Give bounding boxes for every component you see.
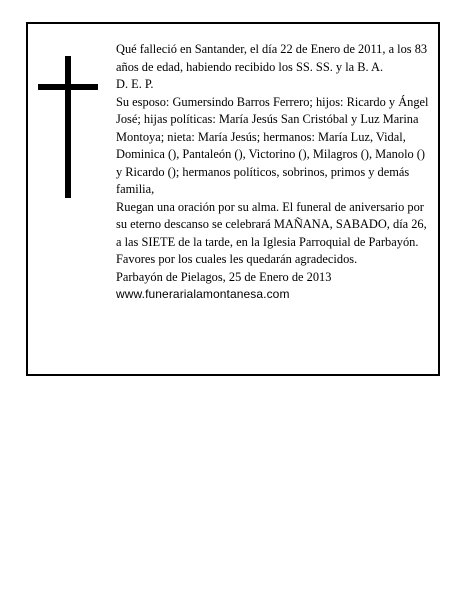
obituary-request: Ruegan una oración por su alma. El funeral de aniversario por su eterno descanso se celebrará MAÑANA, SABADO, día 26, a las SIETE de la tarde, en la Iglesia Parroquial de Parbayón. Favores por los cuales les quedarán agradecidos. xyxy=(116,199,427,266)
obituary-intro: Qué falleció en Santander, el día 22 de Enero de 2011, a los 83 años de edad, habiendo recibido los SS. SS. y la B. A. xyxy=(116,42,428,74)
obituary-family: Su esposo: Gumersindo Barros Ferrero; hijos: Ricardo y Ángel José; hijas políticas: María Jesús San Cristóbal y Luz Marina Montoya; nieta: María Jesús; hermanos: María Luz, Vidal, Dominica (), Pantaleón (), Victorino (), Milagros (), Manolo () y Ricardo (); hermanos políticos, sobrinos, primos y demás familia, xyxy=(116,94,429,196)
obituary-card xyxy=(26,22,440,376)
cross-vertical-bar xyxy=(65,56,71,198)
obituary-place-date: Parbayón de Pielagos, 25 de Enero de 2013 xyxy=(116,269,332,284)
obituary-text xyxy=(116,41,434,304)
cross-icon xyxy=(38,56,98,198)
website-text: www.funerarialamontanesa.com xyxy=(116,287,290,301)
obituary-rip: D. E. P. xyxy=(116,77,154,91)
cross-horizontal-bar xyxy=(38,84,98,90)
